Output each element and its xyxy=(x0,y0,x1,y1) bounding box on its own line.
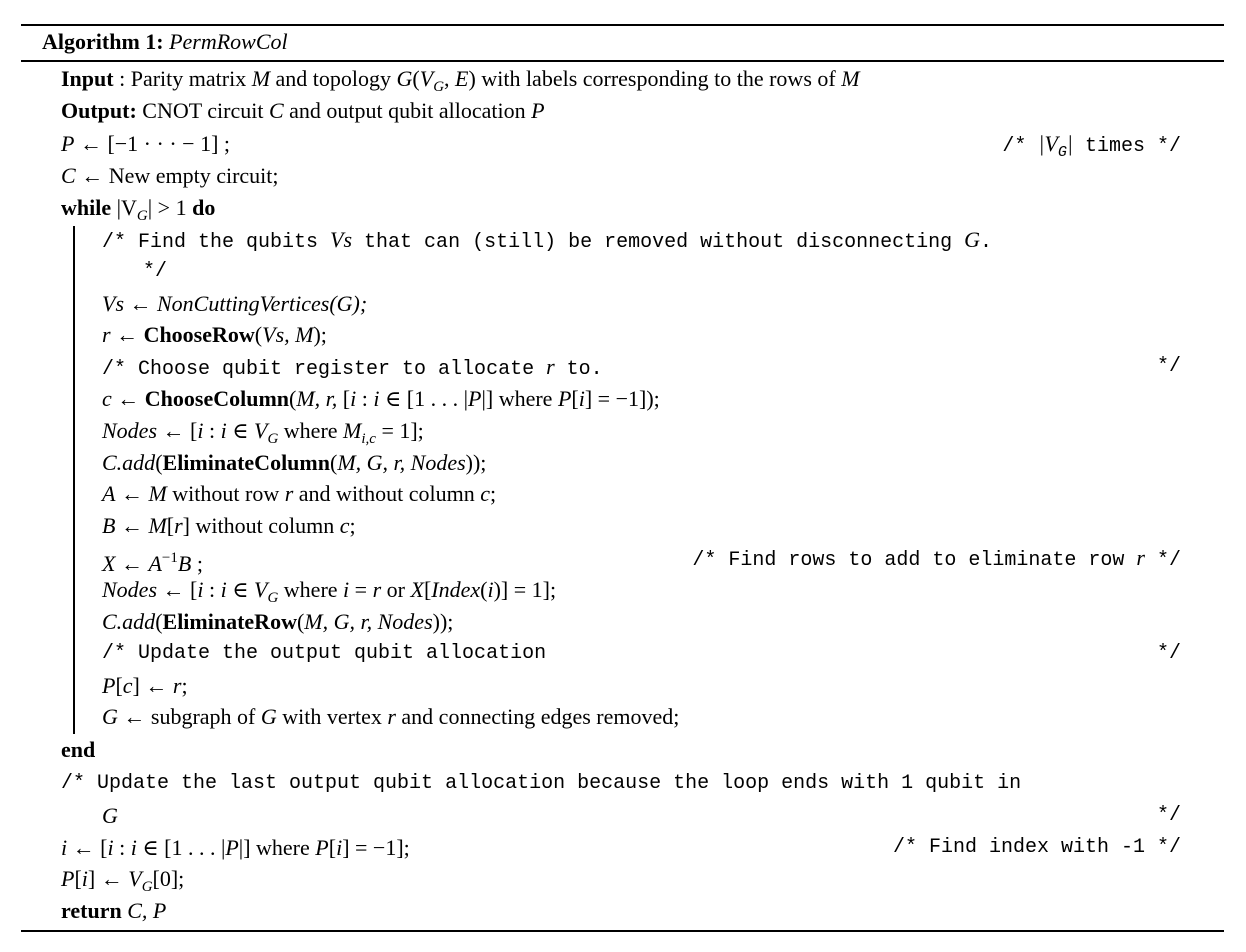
line-eliminate-column: C.add(EliminateColumn(M, G, r, Nodes)); xyxy=(102,450,487,475)
header-rule xyxy=(21,60,1224,62)
output-line: Output: CNOT circuit C and output qubit allocation P xyxy=(61,98,545,123)
line-choose-column: c ← ChooseColumn(M, r, [i : i ∈ [1 . . . |P|] where P[i] = −1]); xyxy=(102,386,660,411)
line-vs: Vs ← NonCuttingVertices(G); xyxy=(102,291,368,316)
line-c-init: C ← New empty circuit; xyxy=(61,163,279,188)
output-keyword: Output: xyxy=(61,98,137,123)
comment-choose-register: /* Choose qubit register to allocate r to. */ xyxy=(102,354,1181,381)
comment-last-allocation-end: G */ xyxy=(102,803,1181,828)
comment-find-rows: /* Find rows to add to eliminate row r */ xyxy=(692,545,1181,572)
line-p-last: P[i] ← $V_G[0]$; xyxy=(61,866,185,895)
line-end: end xyxy=(61,737,96,762)
line-return: return C, P xyxy=(61,898,167,923)
line-p-assign: P[c] ← r; xyxy=(102,673,188,698)
bottom-rule xyxy=(21,930,1224,932)
algorithm-label: Algorithm 1: xyxy=(42,29,164,54)
input-line: Input : Parity matrix M and topology $G(V_G$, E) with labels corresponding to the rows of M xyxy=(61,66,860,95)
line-i-find: i ← [i : i ∈ [1 . . . |P|] where P[i] = −1]; /* Find index with -1 */ xyxy=(0,832,1246,864)
comment-vg-times: /* $|V_G|$ times */ xyxy=(1002,131,1181,161)
comment-find-qubits: /* Find the qubits Vs that can (still) be removed without disconnecting G. xyxy=(102,227,993,254)
line-eliminate-row: C.add(EliminateRow(M, G, r, Nodes)); xyxy=(102,609,454,634)
comment-find-qubits-end: */ xyxy=(143,260,168,283)
line-a-matrix: A ← M without row r and without column c; xyxy=(102,481,497,506)
algorithm-name: PermRowCol xyxy=(169,29,288,54)
line-choose-row: r ← ChooseRow(Vs, M); xyxy=(102,322,327,347)
input-keyword: Input xyxy=(61,66,114,91)
line-g-update: G ← subgraph of G with vertex r and connecting edges removed; xyxy=(102,704,680,729)
line-while: while $|V_G| > 1$ do xyxy=(61,195,216,224)
line-x-solve: X ← $A^{-1}B$ ; /* Find rows to add to eliminate row r */ xyxy=(0,542,1246,574)
line-p-init: P ← [−1 · · · − 1] ; /* $|V_G|$ times */ xyxy=(0,128,1246,160)
line-nodes-row: Nodes ← [i : i ∈ $V_G$ where i = r or X[Index(i)] = 1]; xyxy=(102,577,557,606)
algorithm-title xyxy=(0,26,1246,58)
line-b-vector: B ← M[r] without column c; xyxy=(102,513,356,538)
comment-update-allocation: /* Update the output qubit allocation */ xyxy=(102,642,1181,665)
comment-last-allocation: /* Update the last output qubit allocation because the loop ends with 1 qubit in xyxy=(61,772,1022,795)
line-nodes-column: Nodes ← [i : i ∈ $V_G$ where $M_{i,c} = 1$]; xyxy=(102,418,424,447)
comment-find-index: /* Find index with -1 */ xyxy=(892,836,1181,859)
